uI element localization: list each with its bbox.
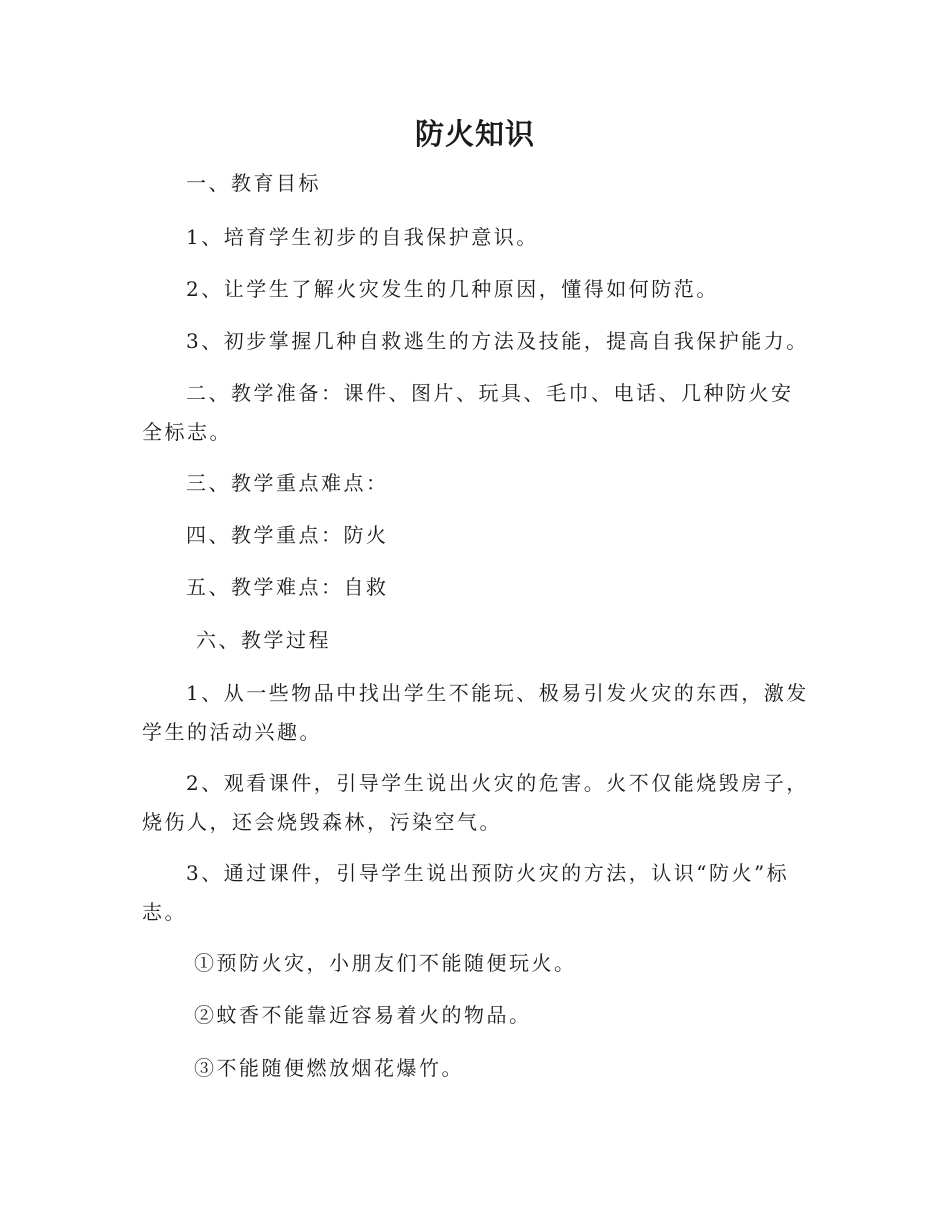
section-heading-key-point: 四、教学重点：防火 (186, 523, 389, 547)
section-heading-process: 六、教学过程 (196, 628, 331, 652)
process-step-3: 3、通过课件，引导学生说出预防火灾的方法，认识“防火”标志。 (142, 861, 790, 924)
section-heading-key-difficult: 三、教学重点难点： (186, 471, 389, 495)
process-step-1: 1、从一些物品中找出学生不能玩、极易引发火灾的东西，激发学生的活动兴趣。 (142, 681, 809, 744)
section-heading-objectives: 一、教育目标 (186, 171, 321, 195)
prevention-item-2: ②蚊香不能靠近容易着火的物品。 (194, 1003, 532, 1027)
process-step-2: 2、观看课件，引导学生说出火灾的危害。火不仅能烧毁房子，烧伤人，还会烧毁森林，污染空气。 (142, 771, 809, 834)
section-heading-preparation: 二、教学准备：课件、图片、玩具、毛巾、电话、几种防火安全标志。 (142, 381, 794, 444)
objective-item-3: 3、初步掌握几种自救逃生的方法及技能，提高自我保护能力。 (186, 329, 809, 353)
section-heading-difficult-point: 五、教学难点：自救 (186, 575, 389, 599)
prevention-item-1: ①预防火灾，小朋友们不能随便玩火。 (194, 951, 577, 975)
document-title: 防火知识 (414, 117, 535, 151)
objective-item-2: 2、让学生了解火灾发生的几种原因，懂得如何防范。 (186, 277, 719, 301)
prevention-item-3: ③不能随便燃放烟花爆竹。 (194, 1056, 464, 1080)
objective-item-1: 1、培育学生初步的自我保护意识。 (186, 225, 539, 249)
